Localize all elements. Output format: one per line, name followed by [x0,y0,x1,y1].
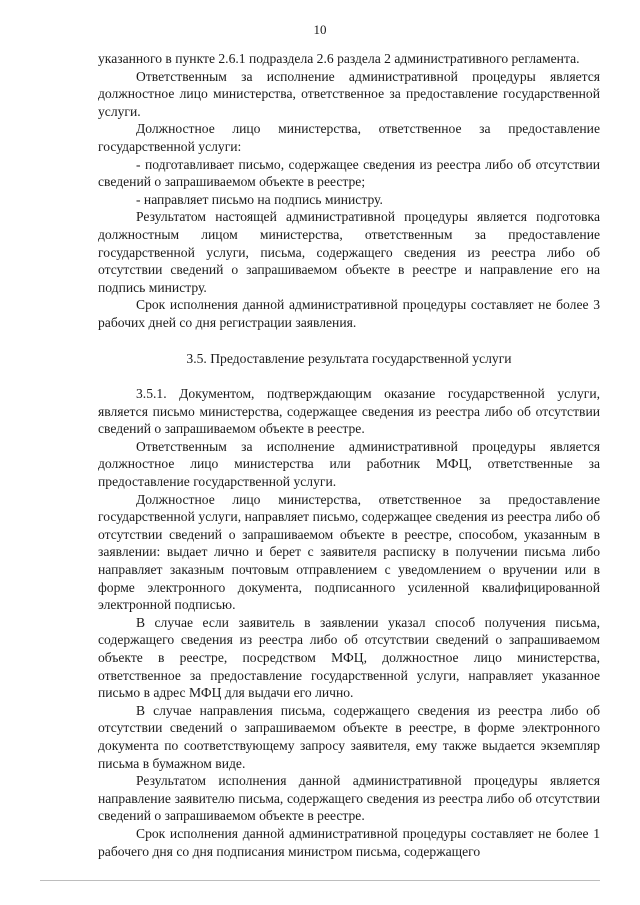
paragraph-continuation: указанного в пункте 2.6.1 подраздела 2.6 раздела 2 административного регламента. [98,51,580,66]
bottom-divider [40,880,600,881]
document-body [98,50,600,860]
paragraph-delivery-deadline: Срок исполнения данной административной процедуры составляет не более 1 рабочего дня со дня подписания министром письма, содержащего [98,825,600,859]
paragraph-responsible-official: Ответственным за исполнение административной процедуры является должностное лицо министерства, ответственное за предоставление государственной услуги. [98,68,600,119]
paragraph-delivery-method: Должностное лицо министерства, ответственное за предоставление государственной услуги, направляет письмо, содержащее сведения из реестра либо об отсутствии сведений о запрашиваемом объекте в реестре, способом, указанным в заявлении: выдает лично и берет с заявителя расписку в получении письма либо направляет заказным почтовым отправлением с уведомлением о вручении или в форме электронного документа, подписанного усиленной квалифицированной электронной подписью. [98,491,600,613]
paragraph-mfc-delivery: В случае если заявитель в заявлении указал способ получения письма, содержащего сведения из реестра либо об отсутствии сведений о запрашиваемом объекте в реестре, посредством МФЦ, должностное лицо министерства, ответственное за предоставление государственной услуги, направляет указанное письмо в адрес МФЦ для выдачи его лично. [98,614,600,701]
list-item-prepare-letter: - подготавливает письмо, содержащее сведения из реестра либо об отсутствии сведений о запрашиваемом объекте в реестре; [98,156,600,190]
list-item-send-for-signature: - направляет письмо на подпись министру. [136,191,383,207]
paragraph-electronic-delivery: В случае направления письма, содержащего сведения из реестра либо об отсутствии сведений о запрашиваемом объекте в реестре, в форме электронного документа по соответствующему запросу заявителя, ему также выдается экземпляр письма в бумажном виде. [98,702,600,771]
page-number: 10 [313,22,327,37]
paragraph-delivery-result: Результатом исполнения данной административной процедуры является направление заявителю письма, содержащего сведения из реестра либо об отсутствии сведений о запрашиваемом объекте в реестре. [98,773,600,824]
paragraph-procedure-deadline: Срок исполнения данной административной процедуры составляет не более 3 рабочих дней со дня регистрации заявления. [98,297,600,330]
paragraph-procedure-result: Результатом настоящей административной процедуры является подготовка должностным лицом министерства, ответственным за предоставление государственной услуги, письма, содержащего сведения из реестра либо об отсутствии сведений о запрашиваемом объекте в реестре и направление его на подпись министру. [98,209,600,295]
paragraph-official-duties: Должностное лицо министерства, ответственное за предоставление государственной услуги: [98,121,600,154]
paragraph-3-5-1: 3.5.1. Документом, подтверждающим оказание государственной услуги, является письмо министерства, содержащее сведения из реестра либо об отсутствии сведений о запрашиваемом объекте в реестре. [98,386,600,437]
paragraph-responsible-mfc: Ответственным за исполнение административной процедуры является должностное лицо министерства или работник МФЦ, ответственные за предоставление государственной услуги. [98,438,600,490]
section-heading: 3.5. Предоставление результата государственной услуги [186,350,512,366]
